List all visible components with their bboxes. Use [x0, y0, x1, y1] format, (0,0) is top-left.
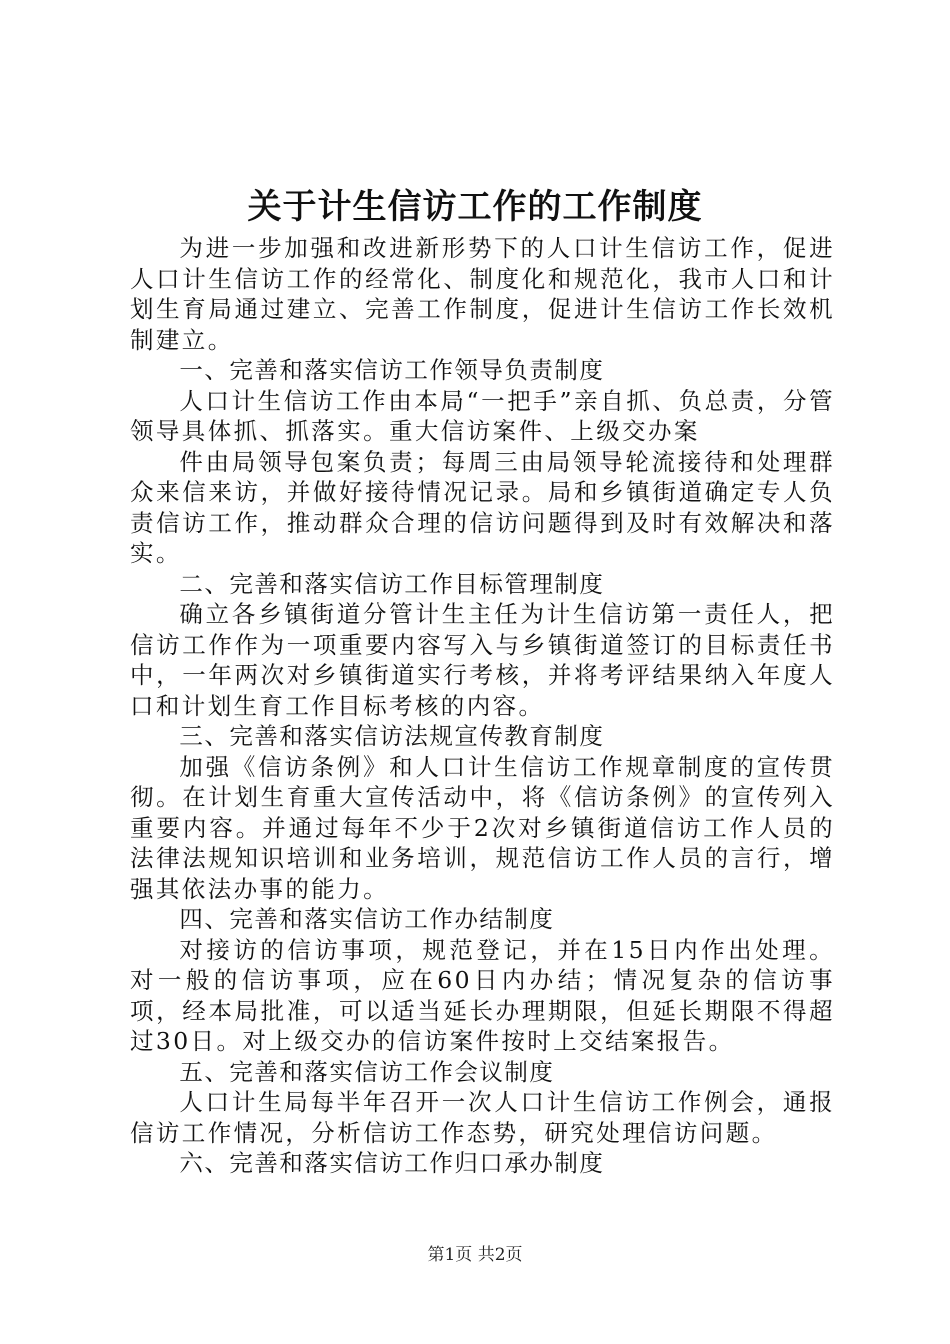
document-body	[130, 233, 835, 1179]
section-4-paragraph-1: 对接访的信访事项，规范登记，并在15日内作出处理。对一般的信访事项，应在60日内办结；情况复杂的信访事项，经本局批准，可以适当延长办理期限，但延长期限不得超过30日。对上级交办的信访案件按时上交结案报告。	[130, 935, 835, 1055]
section-heading-4: 四、完善和落实信访工作办结制度	[179, 905, 555, 933]
section-heading-6: 六、完善和落实信访工作归口承办制度	[179, 1149, 605, 1177]
section-3-paragraph-1: 加强《信访条例》和人口计生信访工作规章制度的宣传贯彻。在计划生育重大宣传活动中，将《信访条例》的宣传列入重要内容。并通过每年不少于2次对乡镇街道信访工作人员的法律法规知识培训和业务培训，规范信访工作人员的言行，增强其依法办事的能力。	[130, 752, 835, 903]
intro-paragraph: 为进一步加强和改进新形势下的人口计生信访工作，促进人口计生信访工作的经常化、制度化和规范化，我市人口和计划生育局通过建立、完善工作制度，促进计生信访工作长效机制建立。	[130, 234, 835, 354]
section-heading-1: 一、完善和落实信访工作领导负责制度	[179, 356, 605, 384]
page-number-footer: 第1页 共2页	[427, 1245, 523, 1265]
section-heading-2: 二、完善和落实信访工作目标管理制度	[179, 569, 605, 598]
section-heading-5: 五、完善和落实信访工作会议制度	[179, 1057, 555, 1086]
section-1-paragraph-2: 件由局领导包案负责；每周三由局领导轮流接待和处理群众来信来访，并做好接待情况记录。局和乡镇街道确定专人负责信访工作，推动群众合理的信访问题得到及时有效解决和落实。	[130, 447, 835, 567]
section-1-paragraph-1: 人口计生信访工作由本局“一把手”亲自抓、负总责，分管领导具体抓、抓落实。重大信访案件、上级交办案	[130, 386, 835, 445]
document-title: 关于计生信访工作的工作制度	[247, 187, 703, 227]
section-heading-3: 三、完善和落实信访法规宣传教育制度	[179, 722, 605, 750]
section-2-paragraph-1: 确立各乡镇街道分管计生主任为计生信访第一责任人，把信访工作作为一项重要内容写入与乡镇街道签订的目标责任书中，一年两次对乡镇街道实行考核，并将考评结果纳入年度人口和计划生育工作目标考核的内容。	[130, 600, 835, 720]
section-5-paragraph-1: 人口计生局每半年召开一次人口计生信访工作例会，通报信访工作情况，分析信访工作态势，研究处理信访问题。	[130, 1088, 835, 1147]
